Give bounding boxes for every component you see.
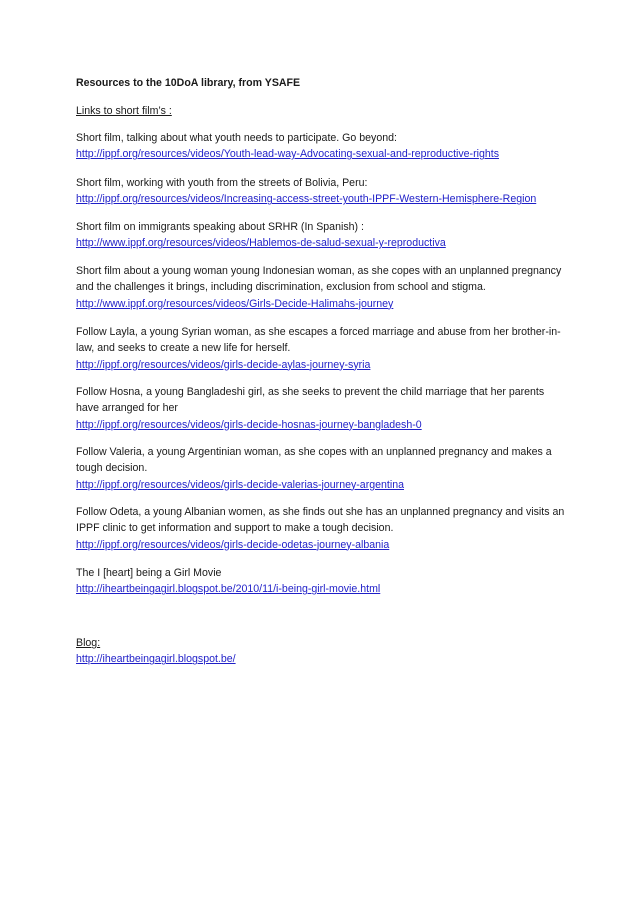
blog-label: Blog: (76, 637, 101, 649)
resource-item (76, 263, 566, 312)
item-description: Short film, working with youth from the streets of Bolivia, Peru: (76, 177, 368, 189)
resource-item (76, 565, 566, 598)
links-heading: Links to short film’s : (76, 105, 172, 117)
document-title: Resources to the 10DoA library, from YSAFE (76, 77, 301, 89)
blog-link[interactable]: http://iheartbeingagirl.blogspot.be/ (76, 653, 236, 666)
item-description: Follow Odeta, a young Albanian women, as she finds out she has an unplanned pregnancy and visits an IPPF clinic to get information and support to make a tough decision. (76, 506, 565, 535)
resource-item (76, 175, 566, 208)
item-description: Follow Hosna, a young Bangladeshi girl, as she seeks to prevent the child marriage that her parents have arranged for her (76, 386, 545, 415)
item-description: The I [heart] being a Girl Movie (76, 567, 222, 579)
item-description: Short film about a young woman young Indonesian woman, as she copes with an unplanned pregnancy and the challenges it brings, including discrimination, exclusion from school and stigma. (76, 265, 562, 294)
resource-item (76, 324, 566, 373)
item-link[interactable]: http://ippf.org/resources/videos/girls-decide-valerias-journey-argentina (76, 478, 404, 491)
item-description: Short film, talking about what youth needs to participate. Go beyond: (76, 132, 397, 144)
item-link[interactable]: http://ippf.org/resources/videos/girls-decide-hosnas-journey-bangladesh-0 (76, 418, 422, 431)
blog-section (76, 635, 566, 668)
item-description: Short film on immigrants speaking about SRHR (In Spanish) : (76, 221, 364, 233)
item-link[interactable]: http://www.ippf.org/resources/videos/Girls-Decide-Halimahs-journey (76, 297, 394, 310)
item-link[interactable]: http://iheartbeingagirl.blogspot.be/2010/11/i-being-girl-movie.html (76, 583, 381, 596)
resource-item (76, 504, 566, 553)
resource-item (76, 444, 566, 493)
item-link[interactable]: http://ippf.org/resources/videos/girls-decide-odetas-journey-albania (76, 538, 390, 551)
resource-item (76, 130, 566, 163)
item-description: Follow Layla, a young Syrian woman, as she escapes a forced marriage and abuse from her brother-in-law, and seeks to create a new life for herself. (76, 326, 561, 355)
resource-item (76, 384, 566, 433)
item-link[interactable]: http://ippf.org/resources/videos/girls-decide-aylas-journey-syria (76, 358, 371, 371)
resource-item (76, 219, 566, 252)
item-link[interactable]: http://www.ippf.org/resources/videos/Hablemos-de-salud-sexual-y-reproductiva (76, 237, 446, 250)
item-link[interactable]: http://ippf.org/resources/videos/Youth-lead-way-Advocating-sexual-and-reproductive-rights (76, 148, 499, 161)
item-link[interactable]: http://ippf.org/resources/videos/Increasing-access-street-youth-IPPF-Western-Hemisphere-Region (76, 193, 537, 206)
item-description: Follow Valeria, a young Argentinian woman, as she copes with an unplanned pregnancy and makes a tough decision. (76, 446, 552, 475)
